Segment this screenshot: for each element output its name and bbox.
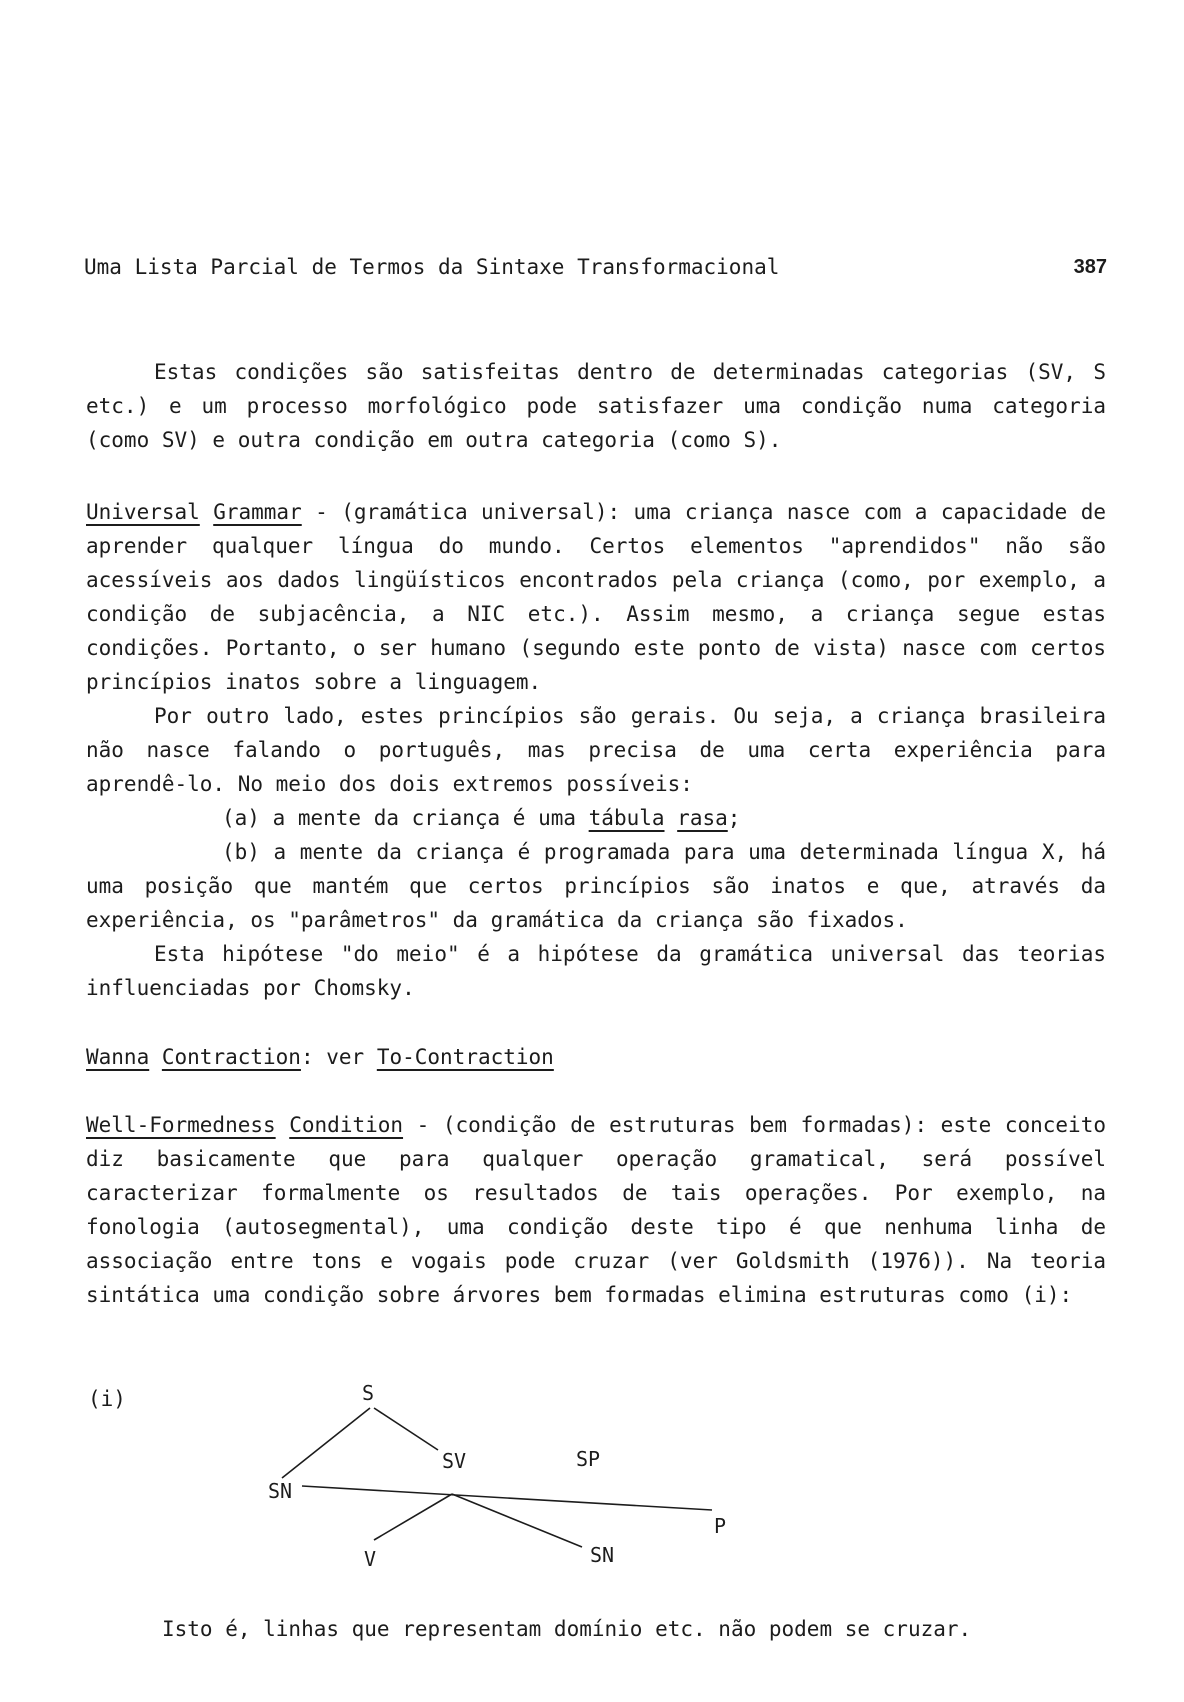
universal-grammar-text: - (gramática universal): uma criança nasce com a capacidade de aprender qualquer língua do mundo. Certos elementos "aprendidos" não são acessíveis aos dados lingüísticos encontrados pela criança (como, por exemplo, a condição de subjacência, a NIC etc.). Assim mesmo, a criança segue estas condições. Portanto, o ser humano (segundo este ponto de vista) nasce com certos princípios inatos sobre a linguagem. bbox=[86, 500, 1106, 694]
tree-node-v: V bbox=[364, 1547, 377, 1571]
term-condition: Condition bbox=[289, 1113, 404, 1137]
branch-sn-p bbox=[302, 1486, 712, 1510]
term-universal: Universal bbox=[86, 500, 200, 524]
branch-s-sv bbox=[374, 1408, 438, 1450]
list-item-a bbox=[86, 801, 1106, 835]
conclusion-sentence: Isto é, linhas que representam domínio etc. não podem se cruzar. bbox=[162, 1617, 972, 1641]
tree-node-sn-lower: SN bbox=[590, 1543, 615, 1567]
item-a-prefix: (a) a mente da criança é uma bbox=[222, 806, 589, 830]
universal-grammar-paragraph-2: Por outro lado, estes princípios são gerais. Ou seja, a criança brasileira não nasce falando o português, mas precisa de uma certa experiência para aprendê-lo. No meio dos dois extremos possíveis: bbox=[86, 704, 1106, 796]
term-tabula: tábula bbox=[588, 806, 665, 830]
branch-sv-v bbox=[374, 1494, 452, 1540]
list-item-b: (b) a mente da criança é programada para uma determinada língua X, há uma posição que mantém que certos princípios são inatos e que, através da experiência, os "parâmetros" da gramática da criança são fixados. bbox=[86, 840, 1106, 932]
entry-universal-grammar bbox=[86, 495, 1106, 1005]
branch-s-sn bbox=[282, 1408, 370, 1478]
wanna-contraction-line bbox=[86, 1040, 1106, 1074]
entry-well-formedness-condition bbox=[86, 1108, 1106, 1312]
header-title: Uma Lista Parcial de Termos da Sintaxe Transformacional bbox=[84, 255, 780, 279]
term-contraction: Contraction bbox=[161, 1045, 301, 1069]
universal-grammar-definition bbox=[86, 495, 1106, 699]
term-wanna: Wanna bbox=[86, 1045, 150, 1069]
item-a-suffix: ; bbox=[727, 806, 741, 830]
cross-reference-to-contraction: To-Contraction bbox=[376, 1045, 554, 1069]
term-grammar: Grammar bbox=[213, 500, 302, 524]
tree-node-s: S bbox=[362, 1381, 375, 1405]
branch-sv-sn bbox=[452, 1494, 582, 1547]
wanna-see-text: : ver bbox=[300, 1045, 377, 1069]
well-formedness-definition bbox=[86, 1108, 1106, 1312]
example-label: (i) bbox=[88, 1387, 126, 1411]
tree-node-sv: SV bbox=[442, 1449, 467, 1473]
well-formedness-text: - (condição de estruturas bem formadas): este conceito diz basicamente que para qualquer operação gramatical, será possível caracterizar formalmente os resultados de tais operações. Por exemplo, na fonologia (autosegmental), uma condição deste tipo é que nenhuma linha de associação entre tons e vogais pode cruzar (ver Goldsmith (1976)). Na teoria sintática uma condição sobre árvores bem formadas elimina estruturas como (i): bbox=[86, 1113, 1106, 1307]
universal-grammar-paragraph-3: Esta hipótese "do meio" é a hipótese da gramática universal das teorias influenciadas por Chomsky. bbox=[86, 942, 1106, 1000]
page-number: 387 bbox=[1073, 256, 1107, 278]
tree-node-sn: SN bbox=[268, 1479, 293, 1503]
term-well-formedness: Well-Formedness bbox=[86, 1113, 276, 1137]
intro-paragraph-block bbox=[86, 355, 1106, 457]
tree-node-sp: SP bbox=[576, 1447, 601, 1471]
intro-paragraph: Estas condições são satisfeitas dentro de determinadas categorias (SV, S etc.) e um processo morfológico pode satisfazer uma condição numa categoria (como SV) e outra condição em outra categoria (como S). bbox=[86, 360, 1106, 452]
term-rasa: rasa bbox=[677, 806, 728, 830]
tree-node-p: P bbox=[714, 1514, 727, 1538]
entry-wanna-contraction bbox=[86, 1040, 1106, 1074]
